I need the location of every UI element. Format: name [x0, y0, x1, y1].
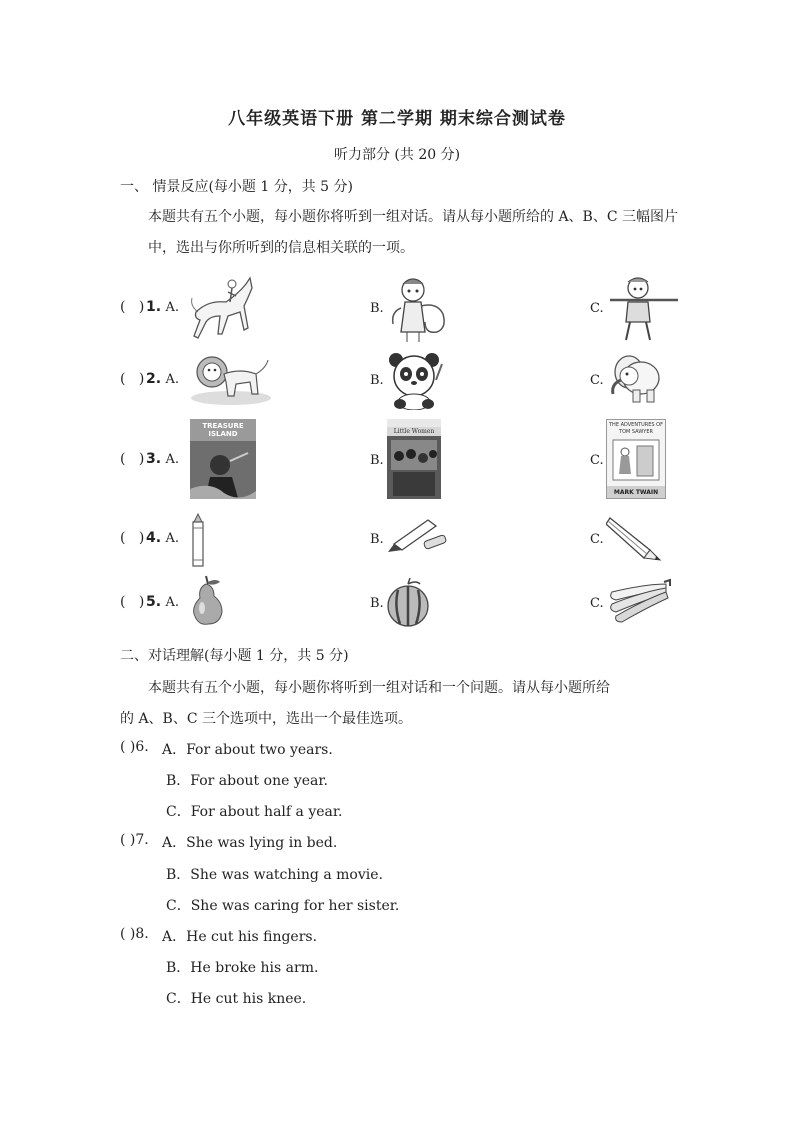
option-b-label: B.: [370, 596, 384, 611]
pear-icon[interactable]: [190, 574, 224, 626]
option-b[interactable]: B．He broke his arm.: [166, 960, 319, 976]
option-a-label: A.: [165, 531, 180, 546]
option-b[interactable]: B．For about one year.: [166, 773, 328, 789]
little-women-book-icon[interactable]: [387, 419, 441, 499]
lion-icon[interactable]: [190, 350, 272, 406]
option-b-label: B.: [370, 301, 384, 316]
option-c-label: C.: [590, 373, 604, 388]
section-1-instruction: [120, 202, 680, 264]
question-number: 1.: [146, 299, 162, 315]
section-2-instruction-line-2: 的 A、B、C 三个选项中，选出一个最佳选项。: [120, 711, 413, 727]
elephant-icon[interactable]: [605, 350, 665, 406]
option-b-label: B.: [370, 532, 384, 547]
option-b-label: B.: [370, 453, 384, 468]
option-c-label: C.: [590, 301, 604, 316]
book-title: TREASURE ISLAND: [190, 419, 256, 441]
book-author: MARK TWAIN: [607, 486, 665, 499]
option-b-label: B.: [370, 373, 384, 388]
answer-blank[interactable]: ( ): [120, 594, 145, 610]
option-c[interactable]: C．She was caring for her sister.: [166, 898, 400, 914]
page-title: 八年级英语下册 第二学期 期末综合测试卷: [228, 109, 566, 129]
monkey-king-icon[interactable]: [608, 274, 680, 344]
option-c-label: C.: [590, 453, 604, 468]
book-title: Little Women: [387, 427, 441, 436]
option-a-label: A.: [165, 372, 180, 387]
horse-rider-icon[interactable]: [188, 272, 258, 344]
treasure-island-book-icon[interactable]: [190, 419, 256, 499]
option-a[interactable]: A．For about two years.: [162, 742, 333, 758]
question-8-prefix[interactable]: ( )8.: [120, 926, 149, 942]
option-a-label: A.: [165, 595, 180, 610]
option-b[interactable]: B．She was watching a movie.: [166, 867, 383, 883]
section-2-heading: 二、对话理解(每小题 1 分，共 5 分): [120, 648, 349, 664]
option-c[interactable]: C．He cut his knee.: [166, 991, 307, 1007]
section-2-instruction-line-1: 本题共有五个小题，每小题你将听到一组对话和一个问题。请从每小题所给: [148, 680, 610, 696]
answer-blank[interactable]: ( ): [120, 451, 145, 467]
book-title: THE ADVENTURES OF TOM SAWYER: [609, 422, 663, 435]
option-a-label: A.: [165, 452, 180, 467]
question-7-prefix[interactable]: ( )7.: [120, 832, 149, 848]
option-a[interactable]: A．He cut his fingers.: [162, 929, 318, 945]
listening-part-subtitle: 听力部分 (共 20 分): [333, 147, 461, 163]
fountain-pen-icon[interactable]: [386, 514, 448, 554]
question-number: 3.: [146, 451, 162, 467]
section-1-instruction-text: 本题共有五个小题，每小题你将听到一组对话。请从每小题所给的 A、B、C 三幅图片中，选出与你所听到的信息相关联的一项。: [148, 209, 679, 256]
crayon-icon[interactable]: [190, 512, 206, 568]
option-c-label: C.: [590, 596, 604, 611]
answer-blank[interactable]: ( ): [120, 299, 145, 315]
option-c[interactable]: C．For about half a year.: [166, 804, 343, 820]
question-number: 5.: [146, 594, 162, 610]
question-6-prefix[interactable]: ( )6.: [120, 739, 149, 755]
option-c-label: C.: [590, 532, 604, 547]
option-a-label: A.: [165, 300, 180, 315]
section-1-heading: 一、 情景反应(每小题 1 分，共 5 分): [120, 179, 353, 195]
girl-with-ribbon-icon[interactable]: [385, 272, 457, 344]
question-number: 2.: [146, 371, 162, 387]
answer-blank[interactable]: ( ): [120, 371, 145, 387]
answer-blank[interactable]: ( ): [120, 530, 145, 546]
watermelon-icon[interactable]: [386, 578, 432, 628]
option-a[interactable]: A．She was lying in bed.: [162, 835, 338, 851]
panda-icon[interactable]: [384, 350, 444, 410]
question-number: 4.: [146, 530, 162, 546]
tom-sawyer-book-icon[interactable]: [606, 419, 666, 499]
bananas-icon[interactable]: [606, 578, 674, 624]
pencil-icon[interactable]: [606, 514, 662, 562]
